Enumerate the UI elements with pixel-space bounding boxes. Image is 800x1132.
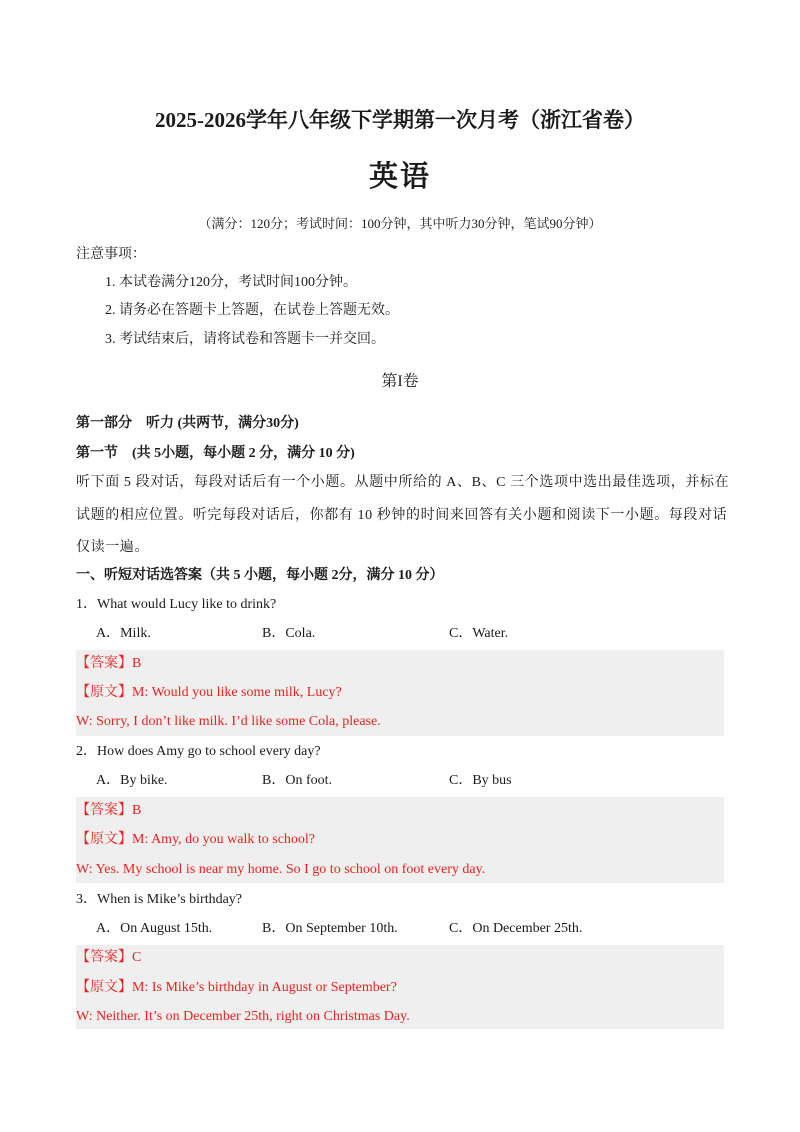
- option-a: A．On August 15th.: [96, 921, 213, 936]
- notice-item: 1. 本试卷满分120分，考试时间100分钟。: [105, 275, 357, 290]
- question-stem: 2．How does Amy go to school every day?: [76, 744, 321, 759]
- script-continuation: W: Sorry, I don’t like milk. I’d like some Cola, please.: [76, 714, 381, 729]
- answer-label: 【答案】B: [76, 803, 142, 818]
- option-c: C．By bus: [449, 773, 512, 788]
- option-b: B．Cola.: [262, 626, 316, 641]
- volume-title: 第I卷: [381, 373, 419, 390]
- instruction-line: 听下面 5 段对话，每段对话后有一个小题。从题中所给的 A、B、C 三个选项中选出最佳选项，并标在: [76, 475, 730, 490]
- score-info: （满分：120分；考试时间：100分钟，其中听力30分钟，笔试90分钟）: [198, 216, 602, 231]
- subsection-heading: 一、听短对话选答案（共 5 小题，每小题 2分，满分 10 分）: [76, 568, 444, 583]
- option-c: C．On December 25th.: [449, 921, 583, 936]
- instruction-line: 仅读一遍。: [76, 540, 149, 555]
- script-continuation: W: Yes. My school is near my home. So I go to school on foot every day.: [76, 862, 486, 877]
- exam-title: 2025-2026学年八年级下学期第一次月考（浙江省卷）: [155, 108, 645, 132]
- part-heading: 第一部分 听力 (共两节，满分30分): [76, 416, 299, 431]
- script-label: 【原文】M: Amy, do you walk to school?: [76, 832, 316, 847]
- notice-item: 3. 考试结束后，请将试卷和答题卡一并交回。: [105, 332, 385, 347]
- option-c: C．Water.: [449, 626, 509, 641]
- script-label: 【原文】M: Would you like some milk, Lucy?: [76, 685, 342, 700]
- script-continuation: W: Neither. It’s on December 25th, right on Christmas Day.: [76, 1009, 410, 1024]
- subject-title: 英语: [368, 161, 431, 193]
- question-stem: 1．What would Lucy like to drink?: [76, 597, 277, 612]
- option-a: A．Milk.: [96, 626, 151, 641]
- notice-heading: 注意事项：: [76, 247, 146, 262]
- option-a: A．By bike.: [96, 773, 168, 788]
- instruction-line: 试题的相应位置。听完每段对话后，你都有 10 秒钟的时间来回答有关小题和阅读下一小题。每段对话: [76, 508, 728, 523]
- question-stem: 3．When is Mike’s birthday?: [76, 892, 243, 907]
- option-b: B．On September 10th.: [262, 921, 398, 936]
- option-b: B．On foot.: [262, 773, 332, 788]
- script-label: 【原文】M: Is Mike’s birthday in August or September?: [76, 980, 397, 995]
- answer-label: 【答案】C: [76, 950, 142, 965]
- notice-item: 2. 请务必在答题卡上答题，在试卷上答题无效。: [105, 303, 399, 318]
- section-heading: 第一节 (共 5小题，每小题 2 分，满分 10 分): [76, 446, 355, 461]
- answer-label: 【答案】B: [76, 656, 142, 671]
